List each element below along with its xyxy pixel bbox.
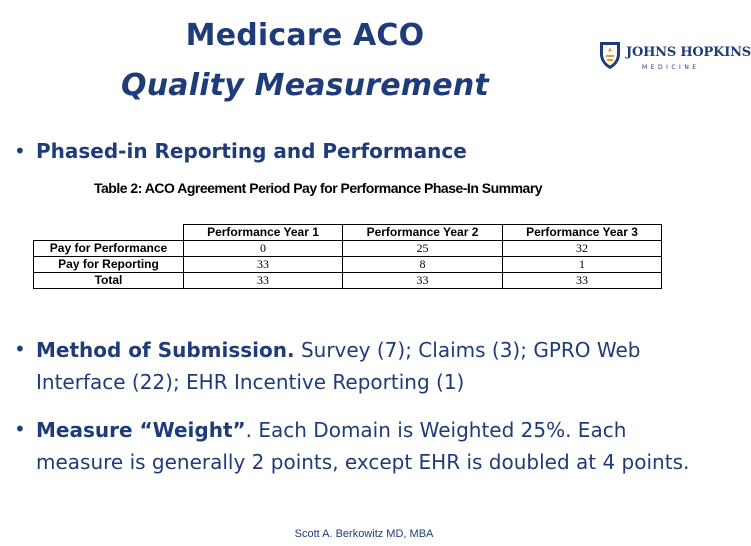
bullet-marker: • (14, 417, 26, 441)
table-row (34, 241, 662, 257)
column-header: Performance Year 1 (184, 225, 343, 241)
submission-lead: Method of Submission. (36, 338, 295, 362)
logo-name: JOHNS HOPKINS (626, 45, 751, 60)
table-corner-cell (34, 225, 184, 241)
table-cell: 33 (343, 273, 503, 289)
column-header: Performance Year 3 (503, 225, 662, 241)
table-cell: 8 (343, 257, 503, 273)
slide-subtitle: Quality Measurement (121, 68, 489, 103)
bullet-submission-text (36, 334, 706, 398)
weight-lead: Measure “Weight” (36, 418, 246, 442)
slide-footer: Scott A. Berkowitz MD, MBA (294, 528, 434, 540)
johns-hopkins-logo (598, 40, 751, 78)
bullet-marker: • (14, 337, 26, 361)
table-row (34, 257, 662, 273)
table-cell: 1 (503, 257, 662, 273)
table-cell: 33 (184, 273, 343, 289)
weight-detail: . Each Domain is Weighted 25%. Each measure is generally 2 points, except EHR is doubled at 4 points. (36, 418, 690, 474)
row-label: Pay for Performance (34, 241, 184, 257)
table-caption: Table 2: ACO Agreement Period Pay for Performance Phase-In Summary (94, 180, 543, 196)
bullet-phased-text: Phased-in Reporting and Performance (36, 139, 467, 163)
row-label: Total (34, 273, 184, 289)
shield-icon (598, 40, 622, 70)
logo-sub: MEDICINE (642, 64, 700, 71)
bullet-marker: • (14, 139, 26, 163)
row-label: Pay for Reporting (34, 257, 184, 273)
table-row (34, 273, 662, 289)
column-header: Performance Year 2 (343, 225, 503, 241)
slide-title: Medicare ACO (185, 18, 425, 53)
table-cell: 32 (503, 241, 662, 257)
submission-detail: Survey (7); Claims (3); GPRO Web Interface (22); EHR Incentive Reporting (1) (36, 338, 641, 394)
bullet-weight-text (36, 414, 706, 478)
table-cell: 33 (184, 257, 343, 273)
table-cell: 0 (184, 241, 343, 257)
table-cell: 25 (343, 241, 503, 257)
table-header-row (34, 225, 662, 241)
phase-in-table (33, 224, 662, 289)
table-cell: 33 (503, 273, 662, 289)
